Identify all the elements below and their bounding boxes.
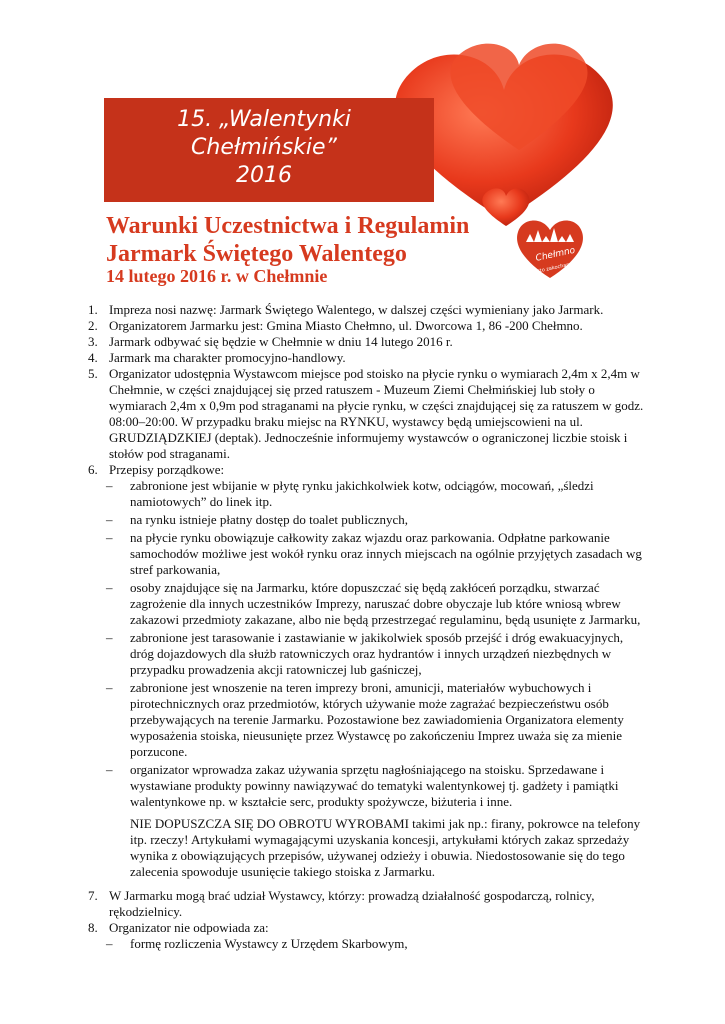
prohibited-notice: NIE DOPUSZCZA SIĘ DO OBROTU WYROBAMI takimi jak np.: firany, pokrowce na telefony itp. rzeczy! Artykułami wymagającymi uzyskania koncesji, artykułami których zakaz sprzedaży wynika z obowiązujących przepisów, używanej odzieży i obuwia. Niedostosowanie się do tego zalecenia spowoduje usunięcie takiego stoiska z Jarmarku. <box>130 816 641 879</box>
list-item <box>88 366 648 462</box>
rule-item <box>88 530 648 578</box>
rule-item <box>88 512 648 528</box>
item-text: Przepisy porządkowe: <box>109 462 225 477</box>
item-number: 3. <box>88 334 98 349</box>
item-text: Impreza nosi nazwę: Jarmark Świętego Walentego, w dalszej części wymieniany jako Jarmark. <box>109 302 604 317</box>
item-number: 2. <box>88 318 98 333</box>
item-text: Jarmark odbywać się będzie w Chełmnie w dniu 14 lutego 2016 r. <box>109 334 453 349</box>
logo-name: Chełmno <box>534 245 577 264</box>
dash-bullet: – <box>106 530 113 545</box>
item-number: 4. <box>88 350 98 365</box>
rule-item <box>88 630 648 678</box>
title-line-2: Jarmark Świętego Walentego <box>106 241 407 267</box>
rule-item <box>88 580 648 628</box>
rule-text: na płycie rynku obowiązuje całkowity zakaz wjazdu oraz parkowania. Odpłatne parkowanie samochodów możliwe jest wokół rynku oraz innych miejscach na ogólnie przyjętych zasadach wg stref parkowania, <box>130 530 642 577</box>
exclusions-list <box>88 936 648 952</box>
item-text: W Jarmarku mogą brać udział Wystawcy, którzy: prowadzą działalność gospodarczą, rolnicy, rękodzielnicy. <box>109 888 595 919</box>
item-text: Organizator nie odpowiada za: <box>109 920 269 935</box>
rule-item <box>88 936 648 952</box>
dash-bullet: – <box>106 630 113 645</box>
banner-title: 15. „Walentynki Chełmińskie” 2016 <box>177 107 351 188</box>
dash-bullet: – <box>106 762 113 777</box>
list-item <box>88 920 648 936</box>
list-item <box>88 318 648 334</box>
numbered-list-continued <box>88 888 648 936</box>
item-number: 1. <box>88 302 98 317</box>
list-item <box>88 888 648 920</box>
rule-text: zabronione jest wbijanie w płytę rynku jakichkolwiek kotw, odciągów, mocowań, „śledzi namiotowych” do linek itp. <box>130 478 594 509</box>
dash-bullet: – <box>106 580 113 595</box>
rule-item <box>88 478 648 510</box>
rule-item <box>88 762 648 810</box>
list-item <box>88 462 648 478</box>
rule-text: osoby znajdujące się na Jarmarku, które dopuszczać się będą zakłóceń porządku, stwarzać zagrożenie dla innych uczestników Imprezy, naruszać dobre obyczaje lub które wniosą wbrew zakazowi przedmioty zakazane, albo nie będą przestrzegać regulaminu, będą usunięte z Jarmarku, <box>130 580 641 627</box>
item-text: Organizatorem Jarmarku jest: Gmina Miasto Chełmno, ul. Dworcowa 1, 86 -200 Chełmno. <box>109 318 583 333</box>
rule-item <box>88 680 648 760</box>
rule-text: formę rozliczenia Wystawcy z Urzędem Skarbowym, <box>130 936 408 951</box>
numbered-list <box>88 302 648 478</box>
item-number: 6. <box>88 462 98 477</box>
page-subtitle: 14 lutego 2016 r. w Chełmnie <box>106 266 328 286</box>
logo-tagline: miasto zakochanych <box>527 260 579 277</box>
item-number: 8. <box>88 920 98 935</box>
rule-text: zabronione jest wnoszenie na teren imprezy broni, amunicji, materiałów wybuchowych i pirotechnicznych oraz przedmiotów, których używanie może zagrażać bezpieczeństwu osób przebywających na terenie Jarmarku. Pozostawione bez zawiadomienia Organizatora elementy wyposażenia stoiska, nieusunięte przez Wystawcę po zakończeniu Imprez uważa się za mienie porzucone. <box>130 680 624 759</box>
item-number: 5. <box>88 366 98 381</box>
list-item <box>88 334 648 350</box>
rule-text: zabronione jest tarasowanie i zastawianie w jakikolwiek sposób przejść i dróg ewakuacyjnych, dróg dojazdowych dla służb ratowniczych oraz hydrantów i innych urządzeń niezbędnych w przypadku prowadzenia akcji ratowniczej lub gaśniczej, <box>130 630 624 677</box>
chelmno-logo <box>512 212 588 282</box>
item-number: 7. <box>88 888 98 903</box>
item-text: Organizator udostępnia Wystawcom miejsce pod stoisko na płycie rynku o wymiarach 2,4m x 2,4m w Chełmnie, w części znajdującej się przed ratuszem - Muzeum Ziemi Chełmińskiej lub stoły o wymiarach 2,4m x 0,9m pod straganami na płycie rynku, w części znajdującej się za ratuszem w godz. 08:00–20:00. W przypadku braku miejsc na RYNKU, wystawcy będą umiejscowieni na ul. GRUDZIĄDZKIEJ (deptak). Jednocześnie informujemy wystawców o ograniczonej liczbie stoisk i stołów pod straganami. <box>109 366 644 461</box>
page-title <box>106 212 506 268</box>
title-line-1: Warunki Uczestnictwa i Regulamin <box>106 213 470 239</box>
dash-bullet: – <box>106 478 113 493</box>
rules-list <box>88 478 648 810</box>
list-item <box>88 302 648 318</box>
dash-bullet: – <box>106 680 113 695</box>
list-item <box>88 350 648 366</box>
dash-bullet: – <box>106 936 113 951</box>
item-text: Jarmark ma charakter promocyjno-handlowy. <box>109 350 346 365</box>
rule-text: na rynku istnieje płatny dostęp do toalet publicznych, <box>130 512 408 527</box>
regulations-content <box>88 302 648 954</box>
rule-text: organizator wprowadza zakaz używania sprzętu nagłośniającego na stoisku. Sprzedawane i wystawiane produkty powinny nawiązywać do tematyki walentynkowej tj. gadżety i pamiątki walentynkowe np. w kształcie serc, produkty spożywcze, biżuteria i inne. <box>130 762 619 809</box>
dash-bullet: – <box>106 512 113 527</box>
